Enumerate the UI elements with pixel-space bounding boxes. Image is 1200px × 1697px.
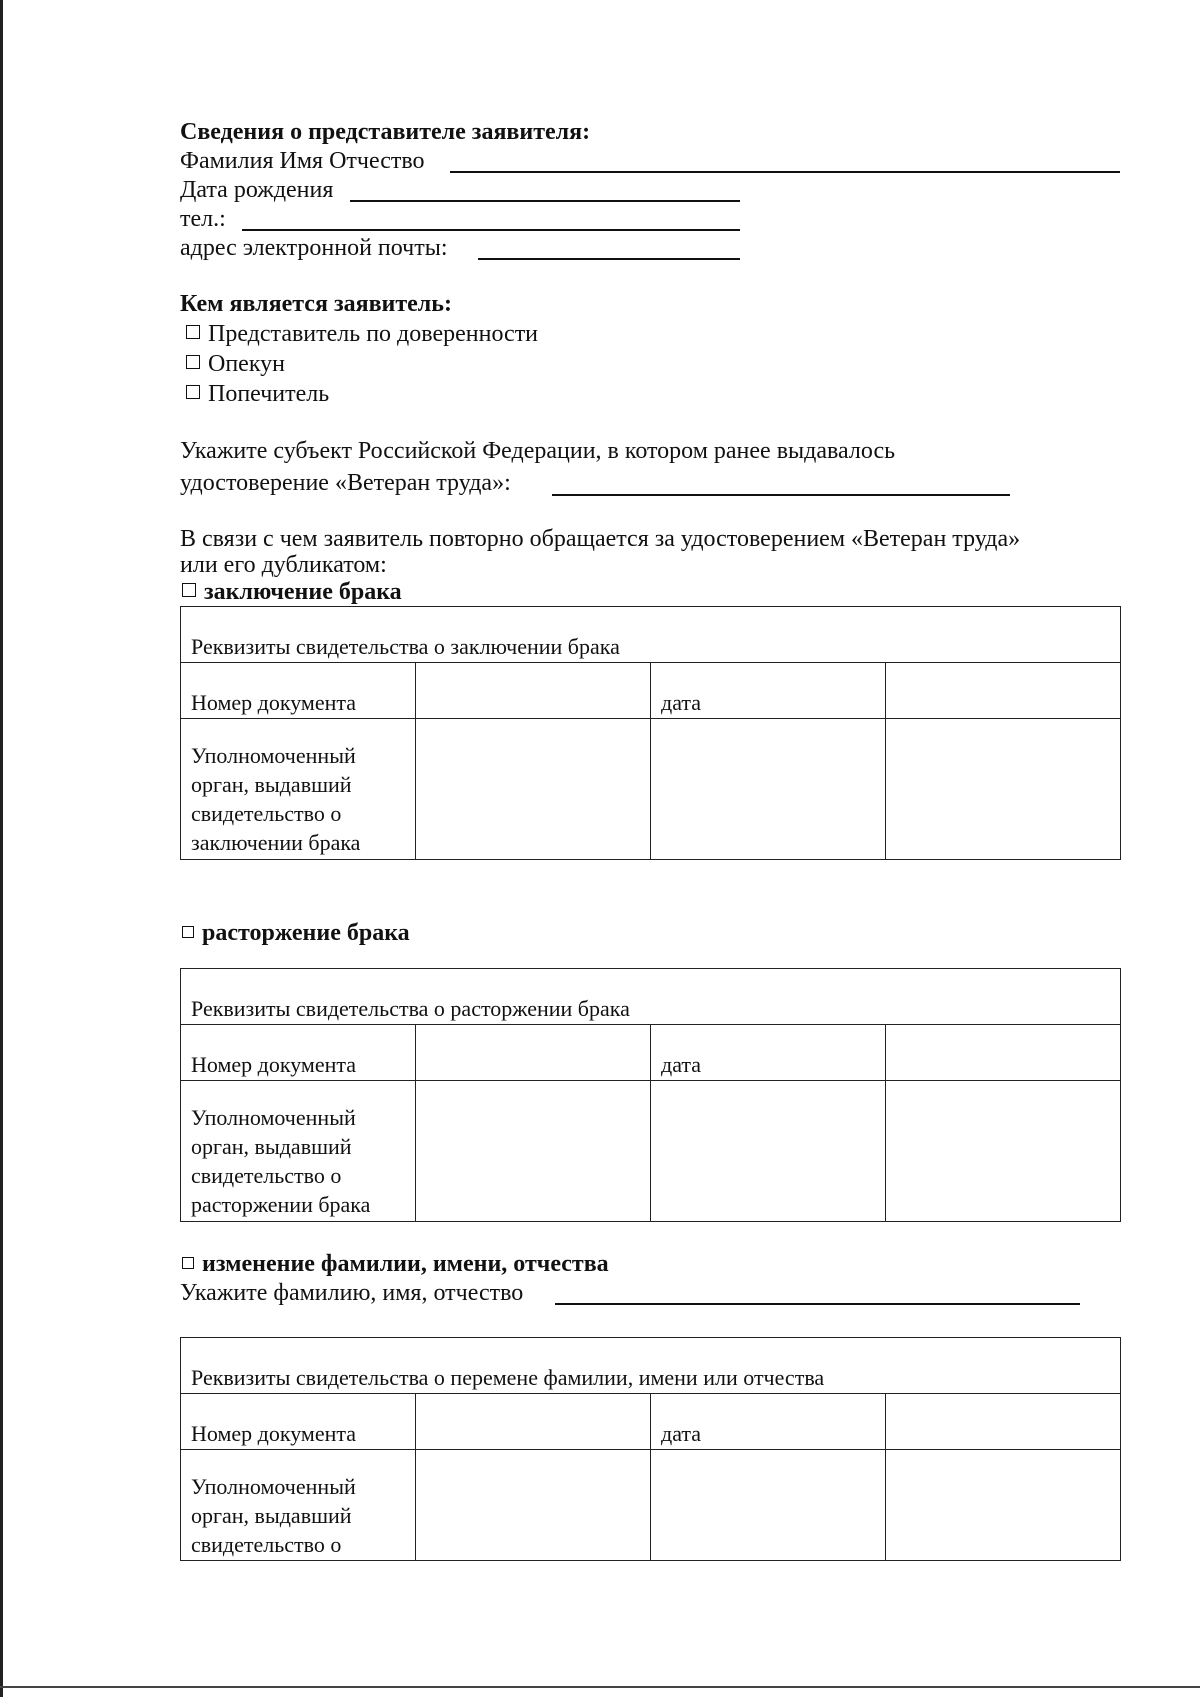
name-change-authority-label: Уполномоченный орган, выдавший свидетельство о xyxy=(181,1450,416,1561)
marriage-heading: заключение брака xyxy=(204,579,402,605)
divorce-authority-cell-2[interactable] xyxy=(651,1081,886,1222)
reason-line-2: или его дубликатом: xyxy=(180,552,387,578)
divorce-heading: расторжение брака xyxy=(202,920,410,946)
option-label: Попечитель xyxy=(208,381,330,407)
marriage-authority-cell-3[interactable] xyxy=(886,719,1121,860)
divorce-table-title: Реквизиты свидетельства о расторжении брака xyxy=(181,969,1121,1025)
fio-label: Фамилия Имя Отчество xyxy=(180,148,425,174)
option-label: Опекун xyxy=(208,351,285,377)
marriage-doc-number-cell[interactable] xyxy=(416,663,651,719)
representative-heading: Сведения о представителе заявителя: xyxy=(180,119,591,145)
name-change-date-label: дата xyxy=(651,1394,886,1450)
checkbox-icon[interactable] xyxy=(182,926,194,938)
name-change-heading: изменение фамилии, имени, отчества xyxy=(202,1251,609,1277)
marriage-table xyxy=(180,606,1121,860)
applicant-role-heading: Кем является заявитель: xyxy=(180,291,452,317)
divorce-doc-number-cell[interactable] xyxy=(416,1025,651,1081)
marriage-date-cell[interactable] xyxy=(886,663,1121,719)
region-line-1: Укажите субъект Российской Федерации, в котором ранее выдавалось xyxy=(180,438,896,464)
option-label: Представитель по доверенности xyxy=(208,321,539,347)
checkbox-icon[interactable] xyxy=(186,325,200,339)
region-field[interactable] xyxy=(552,493,1010,496)
checkbox-icon[interactable] xyxy=(186,355,200,369)
divorce-authority-label: Уполномоченный орган, выдавший свидетельство о расторжении брака xyxy=(181,1081,416,1222)
divorce-date-label: дата xyxy=(651,1025,886,1081)
name-change-authority-cell[interactable] xyxy=(416,1450,651,1561)
option-guardian[interactable] xyxy=(186,350,285,378)
reason-line-1: В связи с чем заявитель повторно обращается за удостоверением «Ветеран труда» xyxy=(180,526,1021,552)
divorce-doc-number-label: Номер документа xyxy=(181,1025,416,1081)
birth-date-field[interactable] xyxy=(350,199,740,202)
phone-field[interactable] xyxy=(242,228,740,231)
divorce-table xyxy=(180,968,1121,1222)
name-change-table xyxy=(180,1337,1121,1561)
name-change-authority-cell-2[interactable] xyxy=(651,1450,886,1561)
birth-label: Дата рождения xyxy=(180,177,334,203)
option-trustee[interactable] xyxy=(186,380,329,408)
marriage-date-label: дата xyxy=(651,663,886,719)
phone-label: тел.: xyxy=(180,206,226,232)
email-field[interactable] xyxy=(478,257,740,260)
marriage-option[interactable] xyxy=(182,578,402,606)
option-power-of-attorney[interactable] xyxy=(186,320,538,348)
checkbox-icon[interactable] xyxy=(182,583,196,597)
marriage-authority-label: Уполномоченный орган, выдавший свидетельство о заключении брака xyxy=(181,719,416,860)
name-change-doc-number-cell[interactable] xyxy=(416,1394,651,1450)
marriage-authority-cell-2[interactable] xyxy=(651,719,886,860)
divorce-option[interactable] xyxy=(182,919,410,947)
name-change-authority-cell-3[interactable] xyxy=(886,1450,1121,1561)
divorce-date-cell[interactable] xyxy=(886,1025,1121,1081)
marriage-authority-cell[interactable] xyxy=(416,719,651,860)
name-change-table-title: Реквизиты свидетельства о перемене фамилии, имени или отчества xyxy=(181,1338,1121,1394)
divorce-authority-cell-3[interactable] xyxy=(886,1081,1121,1222)
name-change-doc-number-label: Номер документа xyxy=(181,1394,416,1450)
divorce-authority-cell[interactable] xyxy=(416,1081,651,1222)
fio-field[interactable] xyxy=(450,170,1120,173)
name-change-fio-label: Укажите фамилию, имя, отчество xyxy=(180,1280,524,1306)
marriage-doc-number-label: Номер документа xyxy=(181,663,416,719)
name-change-date-cell[interactable] xyxy=(886,1394,1121,1450)
name-change-fio-field[interactable] xyxy=(555,1302,1080,1305)
marriage-table-title: Реквизиты свидетельства о заключении брака xyxy=(181,607,1121,663)
region-line-2: удостоверение «Ветеран труда»: xyxy=(180,470,511,496)
name-change-option[interactable] xyxy=(182,1250,609,1278)
email-label: адрес электронной почты: xyxy=(180,235,448,261)
checkbox-icon[interactable] xyxy=(182,1257,194,1269)
checkbox-icon[interactable] xyxy=(186,385,200,399)
